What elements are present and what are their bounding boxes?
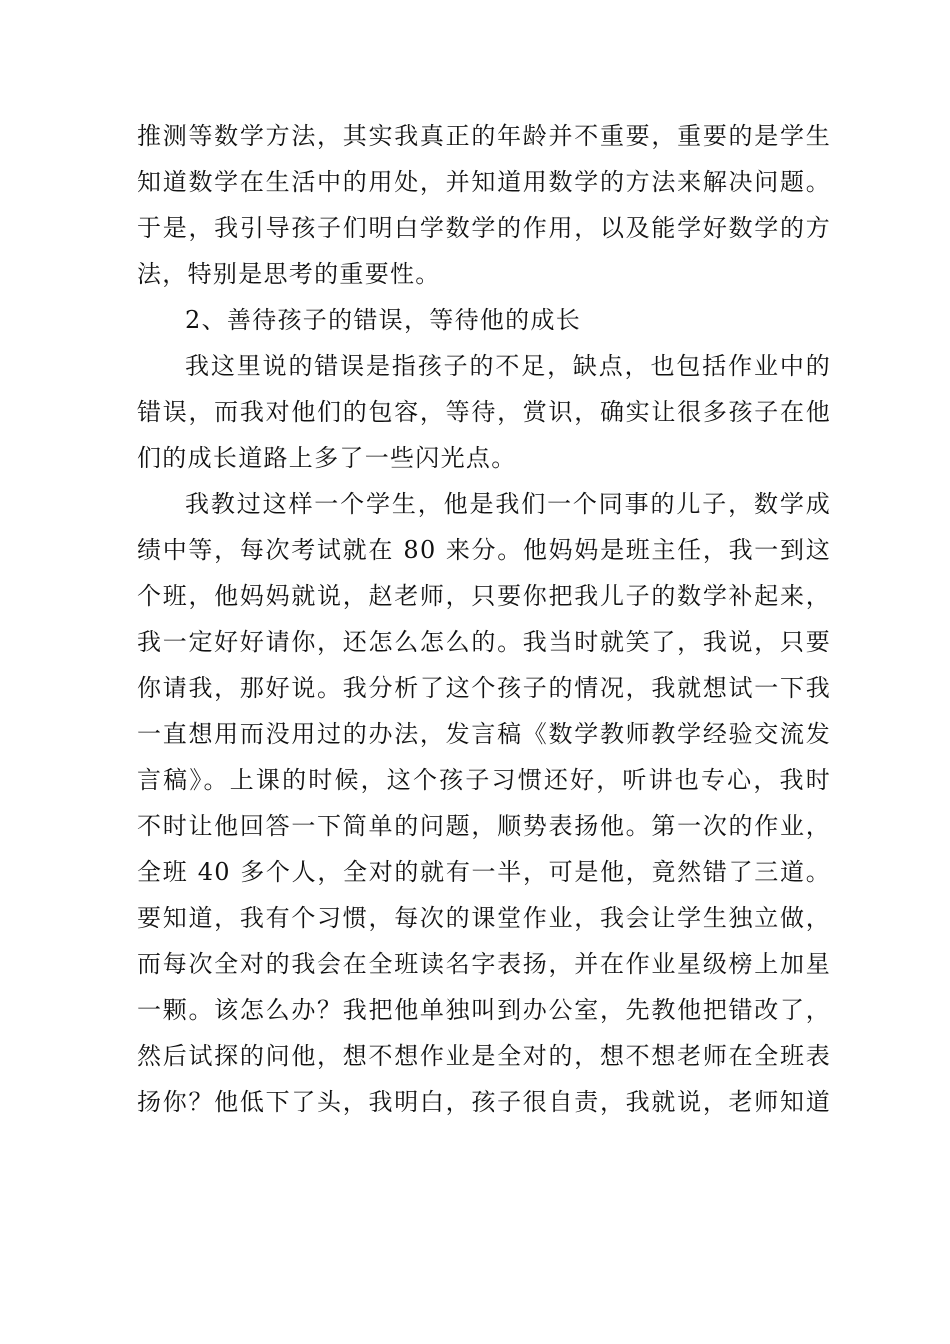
document-body bbox=[137, 113, 831, 1171]
paragraph-2 bbox=[137, 343, 831, 481]
text-line bbox=[137, 1125, 831, 1171]
paragraph-3 bbox=[137, 481, 831, 1171]
text-line: 你请我，那好说。我分析了这个孩子的情况，我就想试一下我 bbox=[137, 674, 831, 702]
text-line: 我一定好好请你，还怎么怎么的。我当时就笑了，我说，只要 bbox=[137, 628, 831, 656]
text-line: 而每次全对的我会在全班读名字表扬，并在作业星级榜上加星 bbox=[137, 950, 831, 978]
text-line: 然后试探的问他，想不想作业是全对的，想不想老师在全班表 bbox=[137, 1042, 831, 1070]
text-line: 不时让他回答一下简单的问题，顺势表扬他。第一次的作业， bbox=[137, 812, 831, 840]
text-line: 一直想用而没用过的办法，发言稿《数学教师教学经验交流发 bbox=[137, 720, 831, 748]
text-line: 言稿》。上课的时候，这个孩子习惯还好，听讲也专心，我时 bbox=[137, 766, 831, 794]
text-line: 绩中等，每次考试就在 80 来分。他妈妈是班主任，我一到这 bbox=[137, 536, 831, 564]
text-line: 一颗。该怎么办？我把他单独叫到办公室，先教他把错改了， bbox=[137, 996, 831, 1024]
text-line: 于是，我引导孩子们明白学数学的作用，以及能学好数学的方 bbox=[137, 214, 831, 242]
text-line: 全班 40 多个人，全对的就有一半，可是他，竟然错了三道。 bbox=[137, 858, 831, 886]
text-line: 错误，而我对他们的包容，等待，赏识，确实让很多孩子在他 bbox=[137, 398, 831, 426]
section-heading bbox=[137, 297, 831, 343]
heading-text: 2、善待孩子的错误，等待他的成长 bbox=[185, 306, 582, 334]
text-line: 个班，他妈妈就说，赵老师，只要你把我儿子的数学补起来， bbox=[137, 582, 831, 610]
text-line: 知道数学在生活中的用处，并知道用数学的方法来解决问题。 bbox=[137, 168, 831, 196]
text-line: 我教过这样一个学生，他是我们一个同事的儿子，数学成 bbox=[185, 490, 831, 518]
paragraph-1 bbox=[137, 113, 831, 297]
text-line: 要知道，我有个习惯，每次的课堂作业，我会让学生独立做， bbox=[137, 904, 831, 932]
text-line: 们的成长道路上多了一些闪光点。 bbox=[137, 444, 517, 472]
text-line: 推测等数学方法，其实我真正的年龄并不重要，重要的是学生 bbox=[137, 122, 831, 150]
text-line: 扬你？他低下了头，我明白，孩子很自责，我就说，老师知道 bbox=[137, 1088, 831, 1116]
text-line: 法，特别是思考的重要性。 bbox=[137, 260, 441, 288]
text-line: 我这里说的错误是指孩子的不足，缺点，也包括作业中的 bbox=[185, 352, 831, 380]
